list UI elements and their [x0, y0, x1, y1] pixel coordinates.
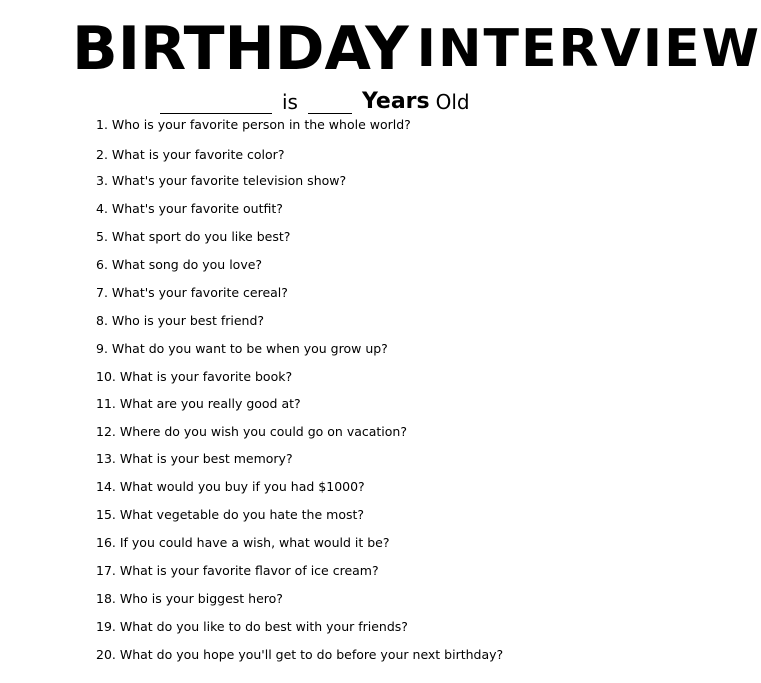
subtitle-old: Old	[435, 90, 470, 114]
question-item: 20. What do you hope you'll get to do before your next birthday?	[96, 647, 504, 662]
question-item: 14. What would you buy if you had $1000?	[96, 479, 365, 494]
question-item: 13. What is your best memory?	[96, 451, 293, 466]
subtitle-years: Years	[361, 89, 430, 114]
question-item: 6. What song do you love?	[96, 257, 263, 272]
question-item: 9. What do you want to be when you grow up?	[96, 341, 388, 356]
question-item: 12. Where do you wish you could go on vacation?	[96, 424, 407, 439]
subtitle	[160, 88, 470, 114]
question-item: 5. What sport do you like best?	[96, 229, 291, 244]
question-item: 7. What's your favorite cereal?	[96, 285, 288, 300]
question-item: 19. What do you like to do best with your friends?	[96, 619, 408, 634]
question-item: 16. If you could have a wish, what would it be?	[96, 535, 390, 550]
subtitle-is: is	[282, 90, 298, 114]
question-item: 17. What is your favorite flavor of ice cream?	[96, 563, 379, 578]
title-word-interview: INTERVIEW	[416, 19, 761, 79]
question-item: 15. What vegetable do you hate the most?	[96, 507, 365, 522]
question-item: 18. Who is your biggest hero?	[96, 591, 283, 606]
question-item: 8. Who is your best friend?	[96, 313, 265, 328]
question-item: 1. Who is your favorite person in the whole world?	[96, 117, 411, 132]
question-item: 3. What's your favorite television show?	[96, 173, 347, 188]
question-item: 10. What is your favorite book?	[96, 369, 293, 384]
title-word-birthday: BIRTHDAY	[72, 14, 409, 84]
page-title	[72, 6, 761, 92]
name-blank[interactable]	[160, 95, 272, 114]
age-blank[interactable]	[308, 95, 352, 114]
question-item: 2. What is your favorite color?	[96, 147, 285, 162]
question-item: 11. What are you really good at?	[96, 396, 301, 411]
question-item: 4. What's your favorite outfit?	[96, 201, 283, 216]
